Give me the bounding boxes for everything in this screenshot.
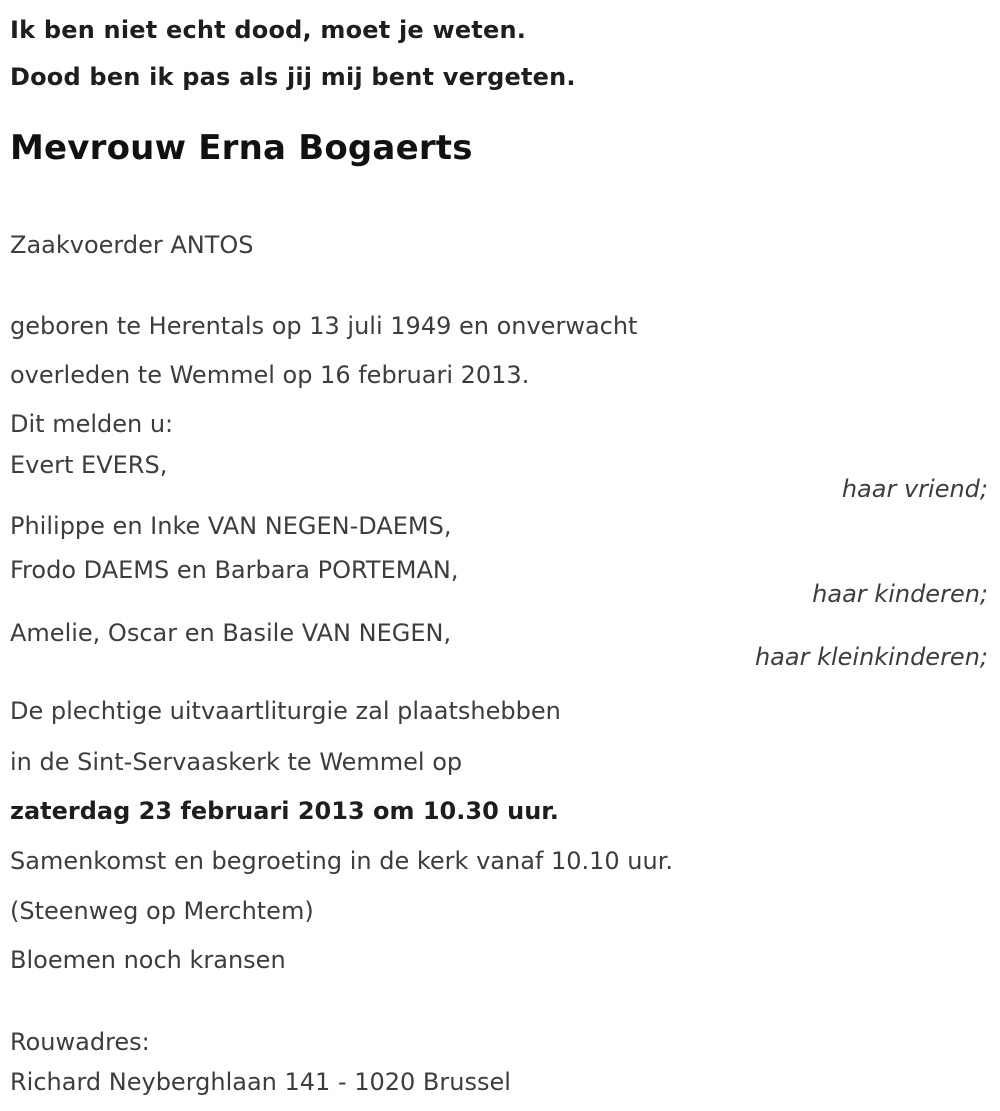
relation-label-friend: haar vriend;: [841, 475, 988, 503]
epigraph-line-1: Ik ben niet echt dood, moet je weten.: [10, 16, 527, 44]
relative-names-friend: Evert EVERS,: [10, 451, 168, 479]
relation-label-children: haar kinderen;: [812, 580, 988, 608]
death-line: overleden te Wemmel op 16 februari 2013.: [10, 361, 530, 389]
occupation-line: Zaakvoerder ANTOS: [10, 231, 254, 259]
epigraph-line-2: Dood ben ik pas als jij mij bent vergeten.: [10, 63, 576, 91]
church-address-note: (Steenweg op Merchtem): [10, 897, 314, 925]
relative-names-children-1: Philippe en Inke VAN NEGEN-DAEMS,: [10, 512, 452, 540]
relative-names-grandchildren: Amelie, Oscar en Basile VAN NEGEN,: [10, 619, 452, 647]
deceased-name-heading: Mevrouw Erna Bogaerts: [10, 128, 473, 168]
relation-label-grandchildren: haar kleinkinderen;: [754, 643, 988, 671]
service-line-1: De plechtige uitvaartliturgie zal plaatshebben: [10, 697, 561, 725]
flowers-note: Bloemen noch kransen: [10, 946, 286, 974]
relative-names-children-2: Frodo DAEMS en Barbara PORTEMAN,: [10, 556, 459, 584]
mourning-address-value: Richard Neyberghlaan 141 - 1020 Brussel: [10, 1068, 511, 1096]
service-datetime: zaterdag 23 februari 2013 om 10.30 uur.: [10, 797, 559, 825]
birth-line: geboren te Herentals op 13 juli 1949 en onverwacht: [10, 312, 638, 340]
gathering-line: Samenkomst en begroeting in de kerk vanaf 10.10 uur.: [10, 847, 674, 875]
announcement-intro: Dit melden u:: [10, 410, 174, 438]
mourning-address-label: Rouwadres:: [10, 1028, 150, 1056]
service-line-2: in de Sint-Servaaskerk te Wemmel op: [10, 748, 463, 776]
